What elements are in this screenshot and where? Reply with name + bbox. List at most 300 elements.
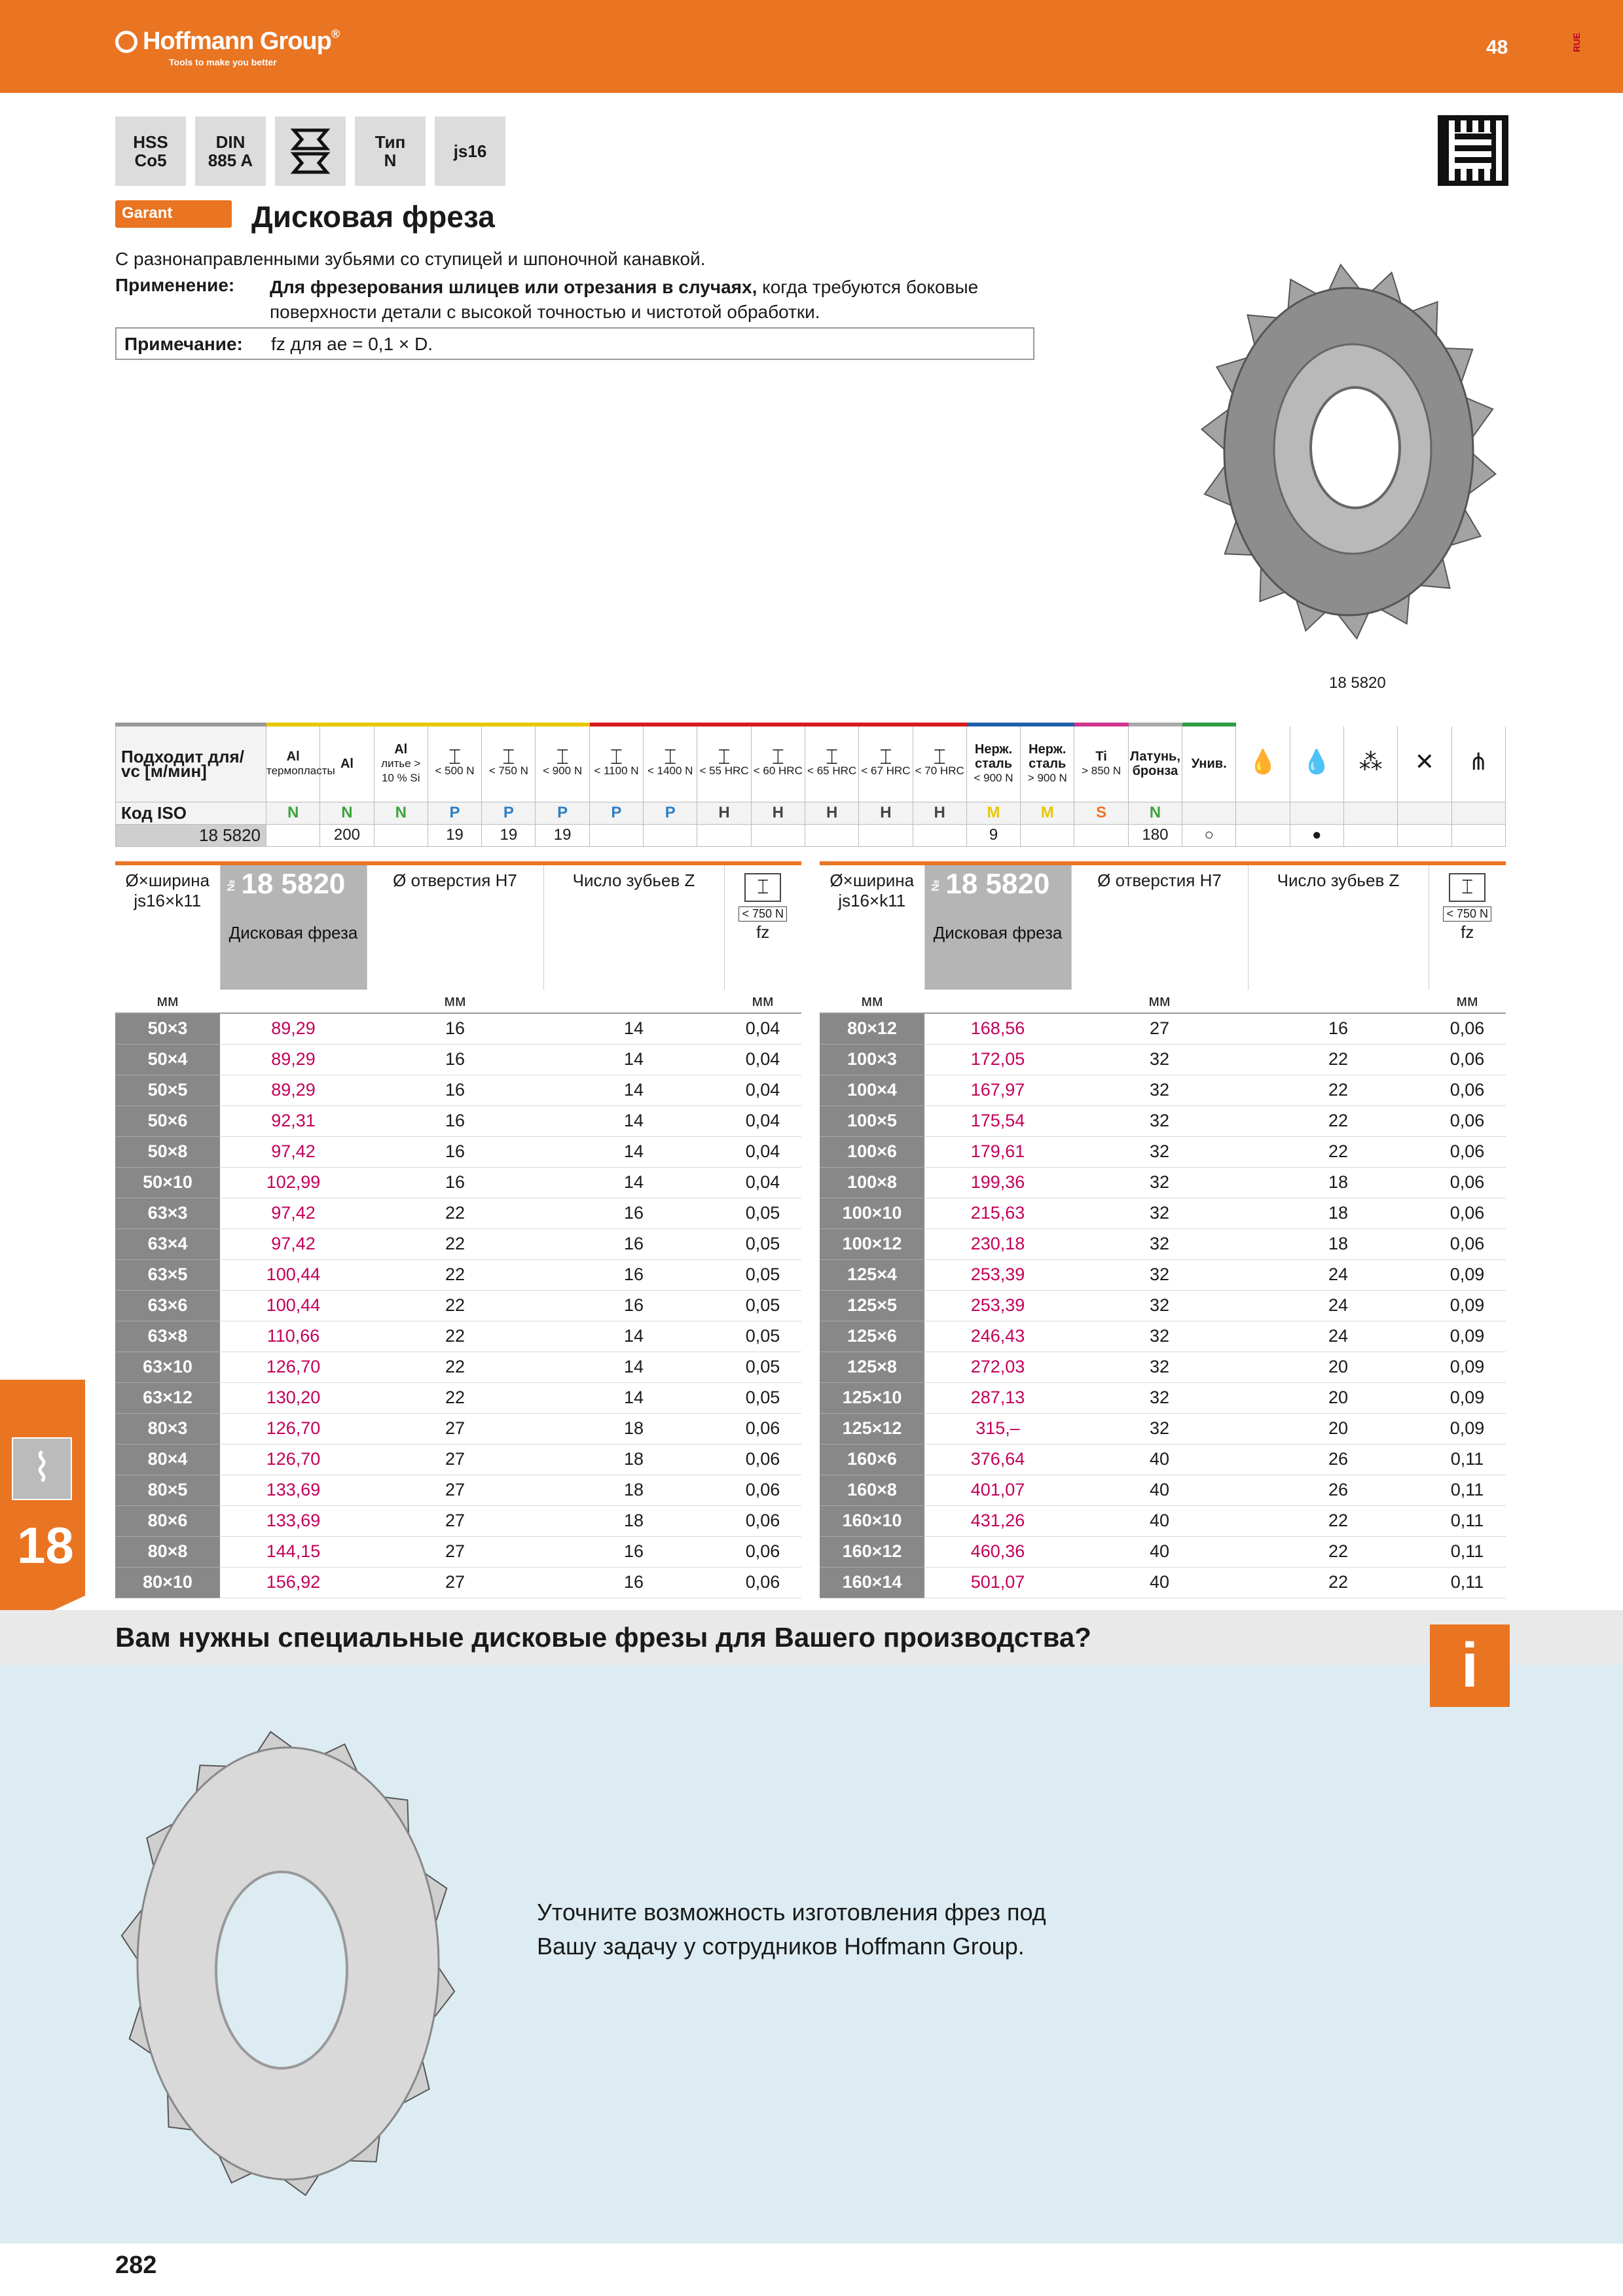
material-col-7: ⌶ < 1400 N: [644, 725, 697, 802]
iso-code: N: [374, 802, 428, 824]
cell-fz: 0,09: [1429, 1290, 1506, 1321]
cell-bore: 16: [367, 1013, 543, 1044]
cell-price: 172,05: [924, 1044, 1071, 1075]
material-col-18: [1236, 725, 1290, 802]
iso-code-label: Код ISO: [116, 802, 266, 824]
cell-teeth: 20: [1248, 1382, 1429, 1413]
cell-size: 80×3: [115, 1413, 220, 1444]
cutting-speed: [266, 824, 320, 846]
cell-fz: 0,09: [1429, 1382, 1506, 1413]
iso-code: P: [589, 802, 643, 824]
i-beam-icon: ⌶: [771, 745, 784, 769]
iso-code: P: [536, 802, 589, 824]
table-row[interactable]: [115, 1382, 801, 1413]
material-col-2: Al литье > 10 % Si: [374, 725, 428, 802]
table-row[interactable]: [820, 1413, 1506, 1444]
disc-cutter-image: [1198, 242, 1499, 661]
cell-size: 50×5: [115, 1075, 220, 1105]
cell-fz: 0,06: [724, 1536, 801, 1567]
table-row[interactable]: [820, 1352, 1506, 1382]
cell-bore: 22: [367, 1352, 543, 1382]
cell-size: 50×3: [115, 1013, 220, 1044]
cell-bore: 16: [367, 1044, 543, 1075]
cell-teeth: 18: [1248, 1198, 1429, 1229]
material-col-10: ⌶ < 65 HRC: [805, 725, 858, 802]
cell-price: 246,43: [924, 1321, 1071, 1352]
table-row[interactable]: [115, 1352, 801, 1382]
cell-bore: 27: [367, 1567, 543, 1598]
material-col-3: ⌶ < 500 N: [428, 725, 481, 802]
cell-teeth: 16: [543, 1567, 724, 1598]
table-row[interactable]: [115, 1229, 801, 1259]
cell-bore: 32: [1071, 1290, 1248, 1321]
cell-bore: 32: [1071, 1382, 1248, 1413]
cell-bore: 16: [367, 1075, 543, 1105]
cell-bore: 32: [1071, 1321, 1248, 1352]
cell-size: 160×12: [820, 1536, 924, 1567]
cell-bore: 22: [367, 1290, 543, 1321]
col-size: Ø×ширина js16×k11: [830, 870, 915, 910]
table-row[interactable]: [820, 1444, 1506, 1475]
cell-size: 80×10: [115, 1567, 220, 1598]
cell-bore: 32: [1071, 1167, 1248, 1198]
table-row[interactable]: [820, 1229, 1506, 1259]
cell-size: 50×10: [115, 1167, 220, 1198]
i-beam-icon: ⌶: [610, 745, 623, 769]
iso-code: [1236, 802, 1290, 824]
iso-code: [1290, 802, 1343, 824]
material-col-0: Al термопласты: [266, 725, 320, 802]
cell-price: 89,29: [220, 1013, 367, 1044]
iso-code: [1451, 802, 1505, 824]
cutting-speed: [913, 824, 966, 846]
cell-bore: 27: [367, 1444, 543, 1475]
col-size: Ø×ширина js16×k11: [125, 870, 210, 910]
cutting-speed: [805, 824, 858, 846]
table-row[interactable]: [115, 1505, 801, 1536]
iso-code: [1343, 802, 1397, 824]
cell-size: 80×8: [115, 1536, 220, 1567]
cell-price: 97,42: [220, 1136, 367, 1167]
cell-teeth: 18: [543, 1505, 724, 1536]
cell-price: 89,29: [220, 1044, 367, 1075]
cell-size: 125×6: [820, 1321, 924, 1352]
cutting-speed: 180: [1128, 824, 1182, 846]
iso-code: N: [320, 802, 374, 824]
cell-size: 125×5: [820, 1290, 924, 1321]
cell-bore: 32: [1071, 1352, 1248, 1382]
cell-teeth: 16: [543, 1290, 724, 1321]
cell-fz: 0,05: [724, 1290, 801, 1321]
table-row[interactable]: [820, 1382, 1506, 1413]
cell-bore: 27: [367, 1475, 543, 1505]
cell-bore: 16: [367, 1167, 543, 1198]
i-beam-icon: ⌶: [933, 745, 946, 769]
cell-price: 156,92: [220, 1567, 367, 1598]
table-row[interactable]: [115, 1013, 801, 1044]
cell-bore: 32: [1071, 1105, 1248, 1136]
iso-code: M: [1021, 802, 1074, 824]
cell-teeth: 22: [1248, 1505, 1429, 1536]
cell-bore: 16: [367, 1136, 543, 1167]
cell-teeth: 26: [1248, 1475, 1429, 1505]
cell-fz: 0,06: [724, 1444, 801, 1475]
cell-price: 287,13: [924, 1382, 1071, 1413]
cell-price: 102,99: [220, 1167, 367, 1198]
cell-size: 63×8: [115, 1321, 220, 1352]
cell-bore: 22: [367, 1198, 543, 1229]
unit-label: мм: [115, 990, 220, 1013]
drill-icon: ⌇: [12, 1437, 72, 1500]
table-row[interactable]: [115, 1075, 801, 1105]
cell-teeth: 16: [543, 1259, 724, 1290]
i-beam-icon: ⌶: [718, 745, 731, 769]
cutting-speed: ○: [1182, 824, 1236, 846]
cell-size: 160×8: [820, 1475, 924, 1505]
cell-teeth: 24: [1248, 1259, 1429, 1290]
air-icon: ⋔: [1468, 748, 1489, 776]
table-row[interactable]: [820, 1290, 1506, 1321]
brand-logo[interactable]: [115, 27, 339, 67]
cell-teeth: 16: [543, 1536, 724, 1567]
cell-bore: 32: [1071, 1259, 1248, 1290]
material-col-13: Нерж. сталь < 900 N: [966, 725, 1020, 802]
cell-teeth: 24: [1248, 1290, 1429, 1321]
table-row[interactable]: [115, 1444, 801, 1475]
cell-teeth: 14: [543, 1105, 724, 1136]
cell-size: 160×10: [820, 1505, 924, 1536]
table-row[interactable]: [115, 1259, 801, 1290]
table-row[interactable]: [820, 1198, 1506, 1229]
table-row[interactable]: [115, 1044, 801, 1075]
catalog-page-number: 48: [1486, 37, 1508, 58]
cell-fz: 0,04: [724, 1044, 801, 1075]
i-beam-icon: ⌶: [1449, 873, 1486, 902]
col-teeth: Число зубьев Z: [543, 865, 724, 990]
cell-price: 230,18: [924, 1229, 1071, 1259]
note-box: [115, 327, 1034, 360]
cell-price: 100,44: [220, 1290, 367, 1321]
cell-bore: 40: [1071, 1505, 1248, 1536]
cell-fz: 0,11: [1429, 1505, 1506, 1536]
cell-price: 199,36: [924, 1167, 1071, 1198]
unit-label: мм: [820, 990, 924, 1013]
application-label: Применение:: [115, 275, 235, 295]
cell-fz: 0,06: [724, 1505, 801, 1536]
iso-code: P: [644, 802, 697, 824]
cell-size: 100×5: [820, 1105, 924, 1136]
cell-price: 315,–: [924, 1413, 1071, 1444]
cell-fz: 0,06: [1429, 1105, 1506, 1136]
cell-teeth: 14: [543, 1075, 724, 1105]
table-row[interactable]: [115, 1105, 801, 1136]
table-row[interactable]: [115, 1136, 801, 1167]
cutting-speed: 19: [536, 824, 589, 846]
cell-price: 401,07: [924, 1475, 1071, 1505]
col-teeth: Число зубьев Z: [1248, 865, 1429, 990]
cell-fz: 0,06: [1429, 1167, 1506, 1198]
qr-code-icon[interactable]: [1438, 115, 1508, 186]
cell-price: 130,20: [220, 1382, 367, 1413]
iso-code-row: [116, 802, 1506, 824]
cell-teeth: 14: [543, 1044, 724, 1075]
i-beam-icon: ⌶: [448, 745, 462, 769]
material-col-22: [1451, 725, 1505, 802]
cell-fz: 0,09: [1429, 1321, 1506, 1352]
iso-code: H: [697, 802, 751, 824]
cell-price: 460,36: [924, 1536, 1071, 1567]
material-col-12: ⌶ < 70 HRC: [913, 725, 966, 802]
cutting-speed: [1236, 824, 1290, 846]
cell-bore: 27: [367, 1536, 543, 1567]
cell-bore: 22: [367, 1259, 543, 1290]
cell-size: 63×12: [115, 1382, 220, 1413]
spec-material: HSS Co5: [115, 117, 186, 186]
cell-bore: 32: [1071, 1136, 1248, 1167]
col-article: № 18 5820 Дисковая фреза: [924, 865, 1071, 990]
price-table-left: [115, 865, 801, 1598]
cutting-speed: [1074, 824, 1128, 846]
table-row[interactable]: [820, 1536, 1506, 1567]
i-beam-icon: ⌶: [502, 745, 515, 769]
cell-fz: 0,06: [724, 1567, 801, 1598]
cell-price: 431,26: [924, 1505, 1071, 1536]
cell-price: 126,70: [220, 1352, 367, 1382]
table-row[interactable]: [820, 1044, 1506, 1075]
cell-bore: 22: [367, 1229, 543, 1259]
material-col-21: [1398, 725, 1451, 802]
unit-label: мм: [724, 990, 801, 1013]
brand-name: Hoffmann Group: [143, 27, 331, 55]
cell-fz: 0,04: [724, 1105, 801, 1136]
cell-size: 63×10: [115, 1352, 220, 1382]
cell-teeth: 24: [1248, 1321, 1429, 1352]
cell-size: 100×3: [820, 1044, 924, 1075]
iso-code: [1398, 802, 1451, 824]
table-row[interactable]: [115, 1413, 801, 1444]
cell-size: 100×12: [820, 1229, 924, 1259]
spec-type: Тип N: [355, 117, 426, 186]
promo-title: Вам нужны специальные дисковые фрезы для Вашего производства?: [115, 1622, 1091, 1653]
iso-code: [1182, 802, 1236, 824]
table-row[interactable]: [820, 1105, 1506, 1136]
cell-size: 50×8: [115, 1136, 220, 1167]
staggered-teeth-icon: [275, 117, 346, 186]
cell-size: 100×4: [820, 1075, 924, 1105]
cell-size: 160×14: [820, 1567, 924, 1598]
suitable-for-label: Подходит для/ vc [м/мин]: [116, 725, 266, 802]
cell-teeth: 22: [1248, 1044, 1429, 1075]
iso-code: P: [428, 802, 481, 824]
cell-fz: 0,06: [724, 1475, 801, 1505]
cell-size: 63×5: [115, 1259, 220, 1290]
cell-size: 125×12: [820, 1413, 924, 1444]
cell-size: 80×6: [115, 1505, 220, 1536]
cell-price: 92,31: [220, 1105, 367, 1136]
table-row[interactable]: [820, 1475, 1506, 1505]
cell-teeth: 26: [1248, 1444, 1429, 1475]
cell-size: 80×12: [820, 1013, 924, 1044]
chapter-number: 18: [17, 1516, 74, 1574]
unit-label: мм: [367, 990, 543, 1013]
info-icon[interactable]: i: [1430, 1624, 1510, 1707]
i-beam-icon: ⌶: [664, 745, 677, 769]
table-row[interactable]: [115, 1321, 801, 1352]
cell-fz: 0,11: [1429, 1536, 1506, 1567]
iso-code: S: [1074, 802, 1128, 824]
material-col-14: Нерж. сталь > 900 N: [1021, 725, 1074, 802]
cell-teeth: 14: [543, 1136, 724, 1167]
unit-label: мм: [1429, 990, 1506, 1013]
spec-badges: [115, 117, 505, 186]
cell-fz: 0,11: [1429, 1444, 1506, 1475]
iso-code: N: [1128, 802, 1182, 824]
cell-fz: 0,09: [1429, 1413, 1506, 1444]
table-row[interactable]: [820, 1075, 1506, 1105]
cell-fz: 0,11: [1429, 1475, 1506, 1505]
cell-size: 63×6: [115, 1290, 220, 1321]
cell-size: 63×4: [115, 1229, 220, 1259]
table-row[interactable]: [115, 1475, 801, 1505]
cell-teeth: 14: [543, 1382, 724, 1413]
promo-text: Уточните возможность изготовления фрез под Вашу задачу у сотрудников Hoffmann Group.: [537, 1899, 1046, 1960]
table-row[interactable]: [820, 1259, 1506, 1290]
no-coolant-icon: ✕: [1414, 748, 1434, 776]
col-bore: Ø отверстия H7: [367, 865, 543, 990]
cell-fz: 0,05: [724, 1321, 801, 1352]
cell-teeth: 16: [1248, 1013, 1429, 1044]
table-row[interactable]: [820, 1505, 1506, 1536]
table-row[interactable]: [820, 1567, 1506, 1598]
material-col-20: [1343, 725, 1397, 802]
material-col-9: ⌶ < 60 HRC: [751, 725, 805, 802]
cell-price: 168,56: [924, 1013, 1071, 1044]
cutting-speed: 9: [966, 824, 1020, 846]
i-beam-icon: ⌶: [826, 745, 839, 769]
table-row[interactable]: [115, 1198, 801, 1229]
cell-price: 89,29: [220, 1075, 367, 1105]
cell-teeth: 18: [543, 1475, 724, 1505]
cell-bore: 32: [1071, 1229, 1248, 1259]
cell-price: 376,64: [924, 1444, 1071, 1475]
price-table-right: [820, 865, 1506, 1598]
cell-teeth: 22: [1248, 1567, 1429, 1598]
cell-size: 160×6: [820, 1444, 924, 1475]
cell-size: 100×10: [820, 1198, 924, 1229]
table-row[interactable]: [820, 1013, 1506, 1044]
col-bore: Ø отверстия H7: [1071, 865, 1248, 990]
cell-fz: 0,04: [724, 1013, 801, 1044]
material-col-5: ⌶ < 900 N: [536, 725, 589, 802]
material-col-19: [1290, 725, 1343, 802]
spec-standard: DIN 885 A: [195, 117, 266, 186]
cutting-speed: [1451, 824, 1505, 846]
cell-price: 133,69: [220, 1505, 367, 1536]
cell-bore: 27: [367, 1413, 543, 1444]
cell-teeth: 14: [543, 1167, 724, 1198]
cell-size: 125×4: [820, 1259, 924, 1290]
material-suitability-table: [115, 723, 1506, 847]
cell-size: 50×6: [115, 1105, 220, 1136]
cell-teeth: 14: [543, 1352, 724, 1382]
oil-drop-icon: 💧: [1248, 748, 1278, 776]
image-caption: 18 5820: [1329, 674, 1386, 692]
application-text: Для фрезерования шлицев или отрезания в случаях, когда требуются боковые поверхности детали с высокой точностью и чистотой обработки.: [270, 277, 979, 322]
cell-bore: 22: [367, 1321, 543, 1352]
cell-fz: 0,06: [1429, 1044, 1506, 1075]
table-row[interactable]: [820, 1321, 1506, 1352]
table-row[interactable]: [115, 1536, 801, 1567]
cell-bore: 40: [1071, 1567, 1248, 1598]
i-beam-icon: ⌶: [556, 745, 569, 769]
material-col-11: ⌶ < 67 HRC: [859, 725, 913, 802]
cell-price: 179,61: [924, 1136, 1071, 1167]
table-row[interactable]: [115, 1567, 801, 1598]
cell-size: 80×4: [115, 1444, 220, 1475]
cell-fz: 0,05: [724, 1382, 801, 1413]
table-row[interactable]: [820, 1136, 1506, 1167]
cutting-speed: [751, 824, 805, 846]
product-title: Дисковая фреза: [251, 200, 495, 234]
table-row[interactable]: [820, 1167, 1506, 1198]
iso-code: H: [805, 802, 858, 824]
cell-bore: 32: [1071, 1044, 1248, 1075]
cell-price: 97,42: [220, 1229, 367, 1259]
cutting-speed: [1021, 824, 1074, 846]
note-text: fz для ae = 0,1 × D.: [271, 334, 433, 354]
material-col-1: Al: [320, 725, 374, 802]
cell-fz: 0,06: [1429, 1013, 1506, 1044]
coolant-drop-icon: 💧: [1302, 748, 1332, 776]
cell-teeth: 18: [1248, 1167, 1429, 1198]
cell-teeth: 16: [543, 1229, 724, 1259]
cell-fz: 0,04: [724, 1075, 801, 1105]
article-number: 18 5820: [116, 824, 266, 846]
cell-teeth: 16: [543, 1198, 724, 1229]
cell-bore: 40: [1071, 1536, 1248, 1567]
cell-fz: 0,09: [1429, 1352, 1506, 1382]
cutting-speed: [374, 824, 428, 846]
cell-price: 97,42: [220, 1198, 367, 1229]
table-row[interactable]: [115, 1167, 801, 1198]
cell-fz: 0,06: [724, 1413, 801, 1444]
cutting-speed: [697, 824, 751, 846]
cell-fz: 0,11: [1429, 1567, 1506, 1598]
brand-tagline: Tools to make you better: [169, 57, 277, 67]
cutting-speed: [1343, 824, 1397, 846]
cell-price: 175,54: [924, 1105, 1071, 1136]
table-row[interactable]: [115, 1290, 801, 1321]
iso-code: H: [751, 802, 805, 824]
cell-size: 80×5: [115, 1475, 220, 1505]
cell-price: 501,07: [924, 1567, 1071, 1598]
cell-size: 100×8: [820, 1167, 924, 1198]
cell-bore: 40: [1071, 1444, 1248, 1475]
spray-icon: ⁂: [1359, 748, 1383, 776]
cutting-speed: 200: [320, 824, 374, 846]
unit-label: мм: [1071, 990, 1248, 1013]
cell-price: 110,66: [220, 1321, 367, 1352]
cell-teeth: 14: [543, 1013, 724, 1044]
cell-fz: 0,04: [724, 1167, 801, 1198]
note-label: Примечание:: [124, 334, 243, 354]
cell-fz: 0,06: [1429, 1229, 1506, 1259]
material-col-6: ⌶ < 1100 N: [589, 725, 643, 802]
cell-teeth: 14: [543, 1321, 724, 1352]
cutting-speed-row: [116, 824, 1506, 846]
cutting-speed: 19: [428, 824, 481, 846]
cell-price: 272,03: [924, 1352, 1071, 1382]
